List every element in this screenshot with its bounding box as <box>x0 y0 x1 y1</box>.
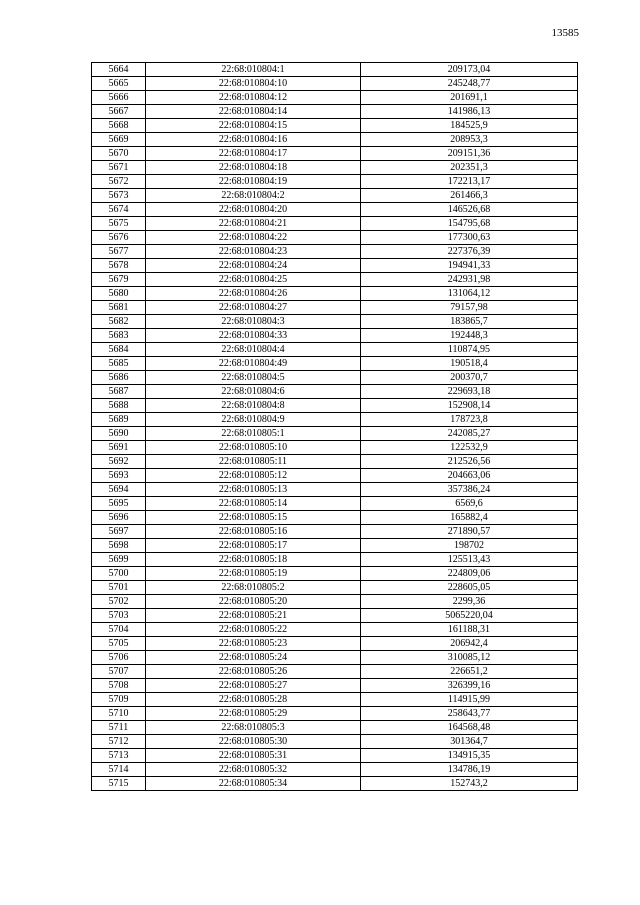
table-row <box>92 427 578 441</box>
value-cell: 152908,14 <box>361 399 578 413</box>
cadastral-number-cell: 22:68:010805:17 <box>146 539 361 553</box>
table-row <box>92 455 578 469</box>
row-number-cell: 5701 <box>92 581 146 595</box>
row-number-cell: 5668 <box>92 119 146 133</box>
value-cell: 5065220,04 <box>361 609 578 623</box>
value-cell: 154795,68 <box>361 217 578 231</box>
row-number-cell: 5686 <box>92 371 146 385</box>
value-cell: 122532,9 <box>361 441 578 455</box>
cadastral-number-cell: 22:68:010804:4 <box>146 343 361 357</box>
cadastral-number-cell: 22:68:010804:17 <box>146 147 361 161</box>
value-cell: 178723,8 <box>361 413 578 427</box>
cadastral-number-cell: 22:68:010805:14 <box>146 497 361 511</box>
table-row <box>92 679 578 693</box>
row-number-cell: 5697 <box>92 525 146 539</box>
cadastral-number-cell: 22:68:010804:27 <box>146 301 361 315</box>
cadastral-number-cell: 22:68:010805:32 <box>146 763 361 777</box>
table-row <box>92 217 578 231</box>
table-row <box>92 707 578 721</box>
table-row <box>92 77 578 91</box>
row-number-cell: 5715 <box>92 777 146 791</box>
table-row <box>92 595 578 609</box>
table-row <box>92 301 578 315</box>
value-cell: 79157,98 <box>361 301 578 315</box>
row-number-cell: 5696 <box>92 511 146 525</box>
value-cell: 301364,7 <box>361 735 578 749</box>
cadastral-number-cell: 22:68:010805:21 <box>146 609 361 623</box>
row-number-cell: 5713 <box>92 749 146 763</box>
value-cell: 177300,63 <box>361 231 578 245</box>
value-cell: 208953,3 <box>361 133 578 147</box>
cadastral-number-cell: 22:68:010805:3 <box>146 721 361 735</box>
table-row <box>92 91 578 105</box>
table-row <box>92 175 578 189</box>
row-number-cell: 5695 <box>92 497 146 511</box>
row-number-cell: 5675 <box>92 217 146 231</box>
cadastral-number-cell: 22:68:010804:23 <box>146 245 361 259</box>
row-number-cell: 5693 <box>92 469 146 483</box>
table-row <box>92 609 578 623</box>
table-row <box>92 371 578 385</box>
row-number-cell: 5708 <box>92 679 146 693</box>
cadastral-number-cell: 22:68:010805:22 <box>146 623 361 637</box>
value-cell: 200370,7 <box>361 371 578 385</box>
cadastral-number-cell: 22:68:010804:14 <box>146 105 361 119</box>
value-cell: 184525,9 <box>361 119 578 133</box>
value-cell: 190518,4 <box>361 357 578 371</box>
value-cell: 245248,77 <box>361 77 578 91</box>
cadastral-number-cell: 22:68:010804:49 <box>146 357 361 371</box>
row-number-cell: 5673 <box>92 189 146 203</box>
table-row <box>92 357 578 371</box>
cadastral-number-cell: 22:68:010804:6 <box>146 385 361 399</box>
value-cell: 258643,77 <box>361 707 578 721</box>
table-row <box>92 637 578 651</box>
cadastral-number-cell: 22:68:010805:11 <box>146 455 361 469</box>
table-row <box>92 119 578 133</box>
cadastral-number-cell: 22:68:010805:10 <box>146 441 361 455</box>
table-row <box>92 147 578 161</box>
value-cell: 192448,3 <box>361 329 578 343</box>
cadastral-number-cell: 22:68:010804:20 <box>146 203 361 217</box>
value-cell: 110874,95 <box>361 343 578 357</box>
row-number-cell: 5664 <box>92 63 146 77</box>
value-cell: 134915,35 <box>361 749 578 763</box>
table-row <box>92 259 578 273</box>
value-cell: 201691,1 <box>361 91 578 105</box>
cadastral-number-cell: 22:68:010804:33 <box>146 329 361 343</box>
cadastral-number-cell: 22:68:010805:24 <box>146 651 361 665</box>
table-row <box>92 651 578 665</box>
value-cell: 310085,12 <box>361 651 578 665</box>
table-row <box>92 497 578 511</box>
cadastral-number-cell: 22:68:010805:30 <box>146 735 361 749</box>
value-cell: 227376,39 <box>361 245 578 259</box>
row-number-cell: 5684 <box>92 343 146 357</box>
row-number-cell: 5665 <box>92 77 146 91</box>
cadastral-number-cell: 22:68:010804:21 <box>146 217 361 231</box>
value-cell: 141986,13 <box>361 105 578 119</box>
value-cell: 206942,4 <box>361 637 578 651</box>
cadastral-number-cell: 22:68:010805:2 <box>146 581 361 595</box>
value-cell: 202351,3 <box>361 161 578 175</box>
table-row <box>92 399 578 413</box>
value-cell: 134786,19 <box>361 763 578 777</box>
cadastral-number-cell: 22:68:010805:12 <box>146 469 361 483</box>
cadastral-number-cell: 22:68:010804:18 <box>146 161 361 175</box>
row-number-cell: 5671 <box>92 161 146 175</box>
value-cell: 198702 <box>361 539 578 553</box>
cadastral-number-cell: 22:68:010804:9 <box>146 413 361 427</box>
table-row <box>92 343 578 357</box>
table-row <box>92 693 578 707</box>
value-cell: 224809,06 <box>361 567 578 581</box>
table-row <box>92 133 578 147</box>
cadastral-number-cell: 22:68:010805:18 <box>146 553 361 567</box>
row-number-cell: 5688 <box>92 399 146 413</box>
row-number-cell: 5703 <box>92 609 146 623</box>
row-number-cell: 5700 <box>92 567 146 581</box>
value-cell: 226651,2 <box>361 665 578 679</box>
cadastral-number-cell: 22:68:010805:23 <box>146 637 361 651</box>
value-cell: 125513,43 <box>361 553 578 567</box>
cadastral-number-cell: 22:68:010805:34 <box>146 777 361 791</box>
value-cell: 2299,36 <box>361 595 578 609</box>
table-row <box>92 385 578 399</box>
row-number-cell: 5672 <box>92 175 146 189</box>
cadastral-number-cell: 22:68:010804:16 <box>146 133 361 147</box>
row-number-cell: 5698 <box>92 539 146 553</box>
value-cell: 146526,68 <box>361 203 578 217</box>
row-number-cell: 5710 <box>92 707 146 721</box>
table-row <box>92 105 578 119</box>
table-row <box>92 511 578 525</box>
cadastral-number-cell: 22:68:010804:22 <box>146 231 361 245</box>
row-number-cell: 5680 <box>92 287 146 301</box>
row-number-cell: 5681 <box>92 301 146 315</box>
row-number-cell: 5702 <box>92 595 146 609</box>
table-row <box>92 315 578 329</box>
value-cell: 6569,6 <box>361 497 578 511</box>
table-row <box>92 203 578 217</box>
cadastral-number-cell: 22:68:010804:3 <box>146 315 361 329</box>
cadastral-number-cell: 22:68:010804:12 <box>146 91 361 105</box>
table-row <box>92 329 578 343</box>
table-row <box>92 189 578 203</box>
row-number-cell: 5690 <box>92 427 146 441</box>
cadastral-number-cell: 22:68:010804:5 <box>146 371 361 385</box>
cadastral-value-table <box>91 62 578 791</box>
row-number-cell: 5666 <box>92 91 146 105</box>
table-row <box>92 553 578 567</box>
value-cell: 194941,33 <box>361 259 578 273</box>
value-cell: 183865,7 <box>361 315 578 329</box>
row-number-cell: 5682 <box>92 315 146 329</box>
cadastral-number-cell: 22:68:010804:1 <box>146 63 361 77</box>
value-cell: 209151,36 <box>361 147 578 161</box>
row-number-cell: 5711 <box>92 721 146 735</box>
table-row <box>92 735 578 749</box>
cadastral-number-cell: 22:68:010804:25 <box>146 273 361 287</box>
row-number-cell: 5676 <box>92 231 146 245</box>
row-number-cell: 5691 <box>92 441 146 455</box>
value-cell: 161188,31 <box>361 623 578 637</box>
value-cell: 326399,16 <box>361 679 578 693</box>
row-number-cell: 5704 <box>92 623 146 637</box>
cadastral-number-cell: 22:68:010804:24 <box>146 259 361 273</box>
row-number-cell: 5699 <box>92 553 146 567</box>
table-row <box>92 413 578 427</box>
cadastral-number-cell: 22:68:010804:2 <box>146 189 361 203</box>
table-row <box>92 525 578 539</box>
table-row <box>92 469 578 483</box>
table-row <box>92 623 578 637</box>
value-cell: 165882,4 <box>361 511 578 525</box>
value-cell: 172213,17 <box>361 175 578 189</box>
value-cell: 212526,56 <box>361 455 578 469</box>
cadastral-number-cell: 22:68:010805:26 <box>146 665 361 679</box>
row-number-cell: 5687 <box>92 385 146 399</box>
cadastral-number-cell: 22:68:010804:10 <box>146 77 361 91</box>
row-number-cell: 5679 <box>92 273 146 287</box>
row-number-cell: 5678 <box>92 259 146 273</box>
value-cell: 152743,2 <box>361 777 578 791</box>
value-cell: 209173,04 <box>361 63 578 77</box>
cadastral-number-cell: 22:68:010804:15 <box>146 119 361 133</box>
value-cell: 357386,24 <box>361 483 578 497</box>
cadastral-number-cell: 22:68:010805:13 <box>146 483 361 497</box>
cadastral-number-cell: 22:68:010805:31 <box>146 749 361 763</box>
cadastral-number-cell: 22:68:010805:15 <box>146 511 361 525</box>
table-row <box>92 287 578 301</box>
cadastral-number-cell: 22:68:010805:20 <box>146 595 361 609</box>
table-row <box>92 539 578 553</box>
table-row <box>92 763 578 777</box>
table-row <box>92 581 578 595</box>
table-row <box>92 749 578 763</box>
table-row <box>92 161 578 175</box>
page-number: 13585 <box>551 27 579 39</box>
row-number-cell: 5712 <box>92 735 146 749</box>
row-number-cell: 5705 <box>92 637 146 651</box>
value-cell: 229693,18 <box>361 385 578 399</box>
table-row <box>92 441 578 455</box>
table-body <box>92 63 578 791</box>
value-cell: 228605,05 <box>361 581 578 595</box>
value-cell: 242085,27 <box>361 427 578 441</box>
table-row <box>92 483 578 497</box>
row-number-cell: 5709 <box>92 693 146 707</box>
value-cell: 131064,12 <box>361 287 578 301</box>
row-number-cell: 5685 <box>92 357 146 371</box>
cadastral-number-cell: 22:68:010805:27 <box>146 679 361 693</box>
row-number-cell: 5674 <box>92 203 146 217</box>
value-cell: 114915,99 <box>361 693 578 707</box>
table-row <box>92 231 578 245</box>
row-number-cell: 5707 <box>92 665 146 679</box>
row-number-cell: 5689 <box>92 413 146 427</box>
value-cell: 242931,98 <box>361 273 578 287</box>
row-number-cell: 5670 <box>92 147 146 161</box>
cadastral-number-cell: 22:68:010805:19 <box>146 567 361 581</box>
table-row <box>92 245 578 259</box>
table-row <box>92 567 578 581</box>
table-row <box>92 721 578 735</box>
row-number-cell: 5677 <box>92 245 146 259</box>
cadastral-number-cell: 22:68:010805:16 <box>146 525 361 539</box>
table-row <box>92 273 578 287</box>
row-number-cell: 5706 <box>92 651 146 665</box>
cadastral-number-cell: 22:68:010805:29 <box>146 707 361 721</box>
value-cell: 261466,3 <box>361 189 578 203</box>
value-cell: 271890,57 <box>361 525 578 539</box>
row-number-cell: 5669 <box>92 133 146 147</box>
value-cell: 204663,06 <box>361 469 578 483</box>
table-row <box>92 665 578 679</box>
table-row <box>92 63 578 77</box>
row-number-cell: 5714 <box>92 763 146 777</box>
row-number-cell: 5694 <box>92 483 146 497</box>
row-number-cell: 5683 <box>92 329 146 343</box>
cadastral-number-cell: 22:68:010804:26 <box>146 287 361 301</box>
cadastral-number-cell: 22:68:010804:19 <box>146 175 361 189</box>
cadastral-number-cell: 22:68:010805:28 <box>146 693 361 707</box>
row-number-cell: 5692 <box>92 455 146 469</box>
table-row <box>92 777 578 791</box>
value-cell: 164568,48 <box>361 721 578 735</box>
cadastral-number-cell: 22:68:010804:8 <box>146 399 361 413</box>
row-number-cell: 5667 <box>92 105 146 119</box>
cadastral-number-cell: 22:68:010805:1 <box>146 427 361 441</box>
